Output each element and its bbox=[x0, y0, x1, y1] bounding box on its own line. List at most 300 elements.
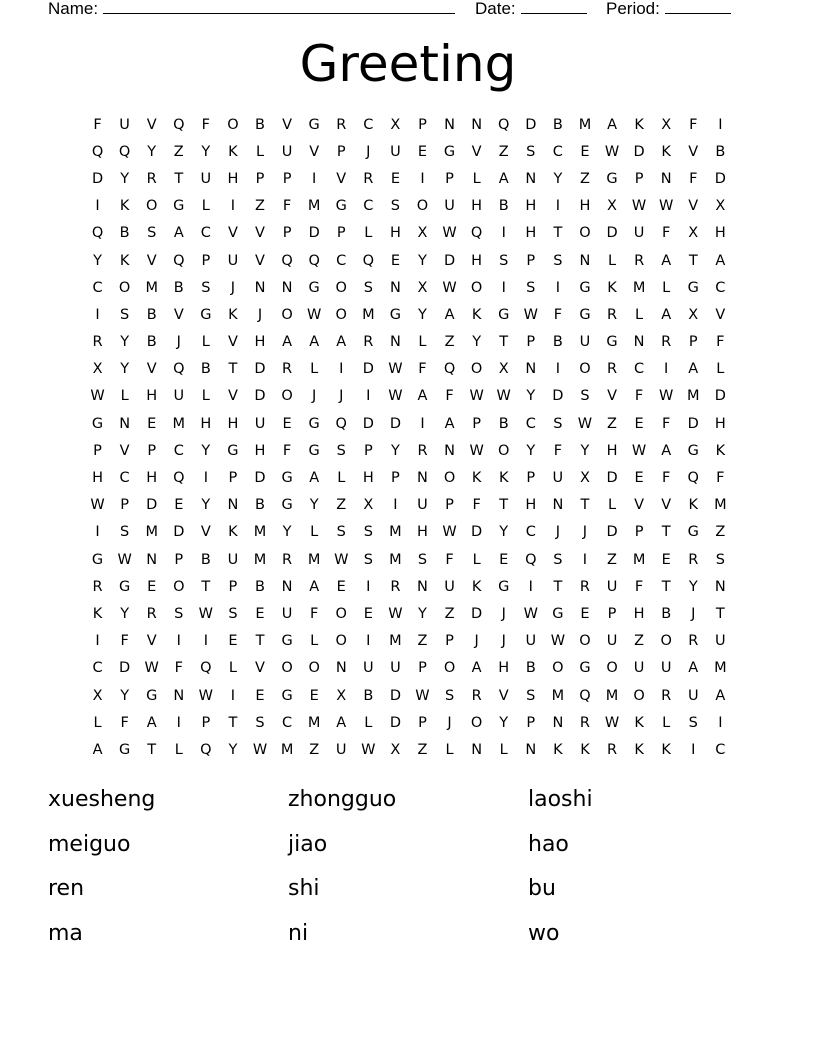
grid-letter[interactable]: Z bbox=[255, 198, 265, 215]
grid-letter[interactable]: M bbox=[551, 687, 565, 704]
grid-letter[interactable]: M bbox=[145, 279, 158, 296]
grid-letter[interactable]: K bbox=[471, 470, 482, 487]
grid-letter[interactable]: H bbox=[146, 388, 158, 405]
grid-letter[interactable]: O bbox=[498, 442, 510, 459]
grid-letter[interactable]: Q bbox=[525, 551, 537, 568]
grid-letter[interactable]: S bbox=[363, 279, 373, 296]
grid-letter[interactable]: G bbox=[389, 306, 402, 323]
grid-letter[interactable]: C bbox=[200, 225, 211, 242]
grid-letter[interactable]: W bbox=[523, 306, 538, 323]
grid-letter[interactable]: V bbox=[309, 143, 320, 160]
grid-letter[interactable]: J bbox=[366, 143, 371, 160]
grid-letter[interactable]: J bbox=[501, 605, 506, 622]
grid-letter[interactable]: F bbox=[553, 306, 563, 323]
grid-letter[interactable]: E bbox=[336, 578, 346, 595]
grid-letter[interactable]: R bbox=[363, 334, 374, 351]
grid-letter[interactable]: O bbox=[579, 633, 591, 650]
grid-letter[interactable]: F bbox=[662, 225, 671, 242]
grid-letter[interactable]: T bbox=[688, 252, 698, 269]
grid-letter[interactable]: H bbox=[146, 470, 158, 487]
grid-letter[interactable]: X bbox=[607, 198, 617, 215]
grid-letter[interactable]: C bbox=[552, 143, 563, 160]
grid-letter[interactable]: V bbox=[255, 660, 265, 677]
grid-letter[interactable]: V bbox=[200, 524, 211, 541]
grid-letter[interactable]: Q bbox=[443, 361, 456, 378]
grid-letter[interactable]: A bbox=[661, 442, 672, 459]
grid-letter[interactable]: X bbox=[363, 497, 374, 514]
name-blank[interactable] bbox=[103, 0, 455, 14]
grid-letter[interactable]: L bbox=[472, 551, 481, 568]
grid-letter[interactable]: F bbox=[716, 470, 725, 487]
grid-letter[interactable]: F bbox=[662, 470, 671, 487]
grid-letter[interactable]: S bbox=[336, 524, 346, 541]
grid-letter[interactable]: G bbox=[308, 415, 320, 432]
grid-letter[interactable]: S bbox=[363, 551, 373, 568]
grid-letter[interactable]: W bbox=[144, 660, 159, 677]
grid-letter[interactable]: O bbox=[660, 633, 672, 650]
grid-letter[interactable]: F bbox=[445, 388, 454, 405]
grid-letter[interactable]: L bbox=[174, 741, 183, 758]
grid-letter[interactable]: J bbox=[691, 605, 696, 622]
grid-letter[interactable]: N bbox=[660, 170, 672, 187]
grid-letter[interactable]: O bbox=[579, 225, 591, 242]
grid-letter[interactable]: S bbox=[228, 605, 238, 622]
grid-letter[interactable]: U bbox=[119, 116, 130, 133]
grid-letter[interactable]: A bbox=[607, 116, 617, 133]
grid-letter[interactable]: G bbox=[335, 198, 347, 215]
grid-letter[interactable]: E bbox=[580, 605, 590, 622]
grid-letter[interactable]: H bbox=[525, 497, 537, 514]
grid-letter[interactable]: R bbox=[688, 551, 699, 568]
grid-letter[interactable]: A bbox=[688, 660, 699, 677]
grid-letter[interactable]: S bbox=[553, 415, 563, 432]
grid-letter[interactable]: S bbox=[526, 687, 536, 704]
grid-letter[interactable]: I bbox=[366, 578, 371, 595]
grid-letter[interactable]: K bbox=[92, 605, 103, 622]
grid-letter[interactable]: E bbox=[580, 143, 590, 160]
grid-letter[interactable]: L bbox=[716, 361, 725, 378]
grid-letter[interactable]: S bbox=[499, 252, 509, 269]
grid-letter[interactable]: H bbox=[714, 225, 726, 242]
grid-letter[interactable]: G bbox=[227, 442, 239, 459]
grid-letter[interactable]: E bbox=[390, 170, 400, 187]
grid-letter[interactable]: S bbox=[201, 279, 211, 296]
grid-letter[interactable]: Y bbox=[93, 252, 102, 269]
grid-letter[interactable]: P bbox=[526, 714, 536, 731]
grid-letter[interactable]: Z bbox=[634, 633, 645, 650]
grid-letter[interactable]: T bbox=[147, 741, 157, 758]
grid-letter[interactable]: N bbox=[254, 279, 266, 296]
grid-letter[interactable]: W bbox=[306, 306, 322, 323]
grid-letter[interactable]: S bbox=[688, 714, 698, 731]
grid-letter[interactable]: L bbox=[364, 225, 373, 242]
grid-letter[interactable]: H bbox=[200, 415, 212, 432]
grid-letter[interactable]: B bbox=[255, 116, 265, 133]
grid-letter[interactable]: K bbox=[228, 306, 238, 323]
grid-letter[interactable]: E bbox=[255, 687, 265, 704]
grid-letter[interactable]: L bbox=[445, 741, 454, 758]
grid-letter[interactable]: R bbox=[282, 361, 293, 378]
grid-letter[interactable]: M bbox=[687, 388, 700, 405]
grid-letter[interactable]: H bbox=[362, 470, 374, 487]
grid-letter[interactable]: G bbox=[308, 116, 320, 133]
grid-letter[interactable]: M bbox=[714, 497, 727, 514]
grid-letter[interactable]: X bbox=[498, 361, 509, 378]
grid-letter[interactable]: V bbox=[146, 116, 157, 133]
grid-letter[interactable]: H bbox=[471, 198, 483, 215]
grid-letter[interactable]: Y bbox=[472, 334, 482, 351]
grid-letter[interactable]: O bbox=[443, 660, 456, 677]
grid-letter[interactable]: I bbox=[312, 170, 317, 187]
grid-letter[interactable]: P bbox=[282, 170, 292, 187]
grid-letter[interactable]: Y bbox=[418, 306, 427, 323]
grid-letter[interactable]: X bbox=[688, 225, 699, 242]
grid-letter[interactable]: C bbox=[715, 741, 726, 758]
grid-letter[interactable]: M bbox=[578, 116, 592, 133]
grid-letter[interactable]: Y bbox=[553, 170, 563, 187]
grid-letter[interactable]: X bbox=[688, 306, 699, 323]
grid-letter[interactable]: D bbox=[362, 415, 374, 432]
grid-letter[interactable]: T bbox=[553, 225, 563, 242]
grid-letter[interactable]: Z bbox=[417, 741, 428, 758]
grid-letter[interactable]: J bbox=[447, 714, 452, 731]
grid-letter[interactable]: D bbox=[633, 143, 645, 160]
grid-letter[interactable]: M bbox=[389, 551, 402, 568]
grid-letter[interactable]: M bbox=[605, 687, 619, 704]
grid-letter[interactable]: H bbox=[471, 252, 483, 269]
grid-letter[interactable]: P bbox=[445, 170, 454, 187]
grid-letter[interactable]: W bbox=[604, 143, 620, 160]
grid-letter[interactable]: I bbox=[176, 714, 181, 731]
grid-letter[interactable]: A bbox=[498, 170, 509, 187]
grid-letter[interactable]: K bbox=[661, 741, 671, 758]
grid-letter[interactable]: H bbox=[525, 198, 537, 215]
grid-letter[interactable]: A bbox=[336, 334, 347, 351]
grid-letter[interactable]: J bbox=[474, 633, 479, 650]
grid-letter[interactable]: R bbox=[146, 170, 157, 187]
grid-letter[interactable]: H bbox=[714, 415, 726, 432]
grid-letter[interactable]: U bbox=[335, 741, 347, 758]
grid-letter[interactable]: K bbox=[634, 116, 644, 133]
grid-letter[interactable]: L bbox=[93, 714, 102, 731]
grid-letter[interactable]: P bbox=[445, 497, 454, 514]
grid-letter[interactable]: P bbox=[526, 252, 536, 269]
grid-letter[interactable]: T bbox=[499, 497, 509, 514]
grid-letter[interactable]: K bbox=[228, 524, 238, 541]
grid-letter[interactable]: W bbox=[198, 605, 214, 622]
grid-letter[interactable]: A bbox=[471, 660, 482, 677]
grid-letter[interactable]: R bbox=[661, 687, 672, 704]
grid-letter[interactable]: S bbox=[363, 524, 373, 541]
grid-letter[interactable]: Q bbox=[579, 687, 591, 704]
grid-letter[interactable]: Y bbox=[526, 388, 536, 405]
grid-letter[interactable]: C bbox=[119, 470, 130, 487]
grid-letter[interactable]: H bbox=[633, 605, 645, 622]
grid-letter[interactable]: Y bbox=[526, 442, 536, 459]
grid-letter[interactable]: F bbox=[120, 633, 129, 650]
grid-letter[interactable]: G bbox=[281, 497, 293, 514]
grid-letter[interactable]: P bbox=[174, 551, 184, 568]
grid-letter[interactable]: Z bbox=[579, 170, 590, 187]
grid-letter[interactable]: G bbox=[91, 551, 104, 568]
grid-letter[interactable]: S bbox=[174, 605, 184, 622]
grid-letter[interactable]: Q bbox=[91, 143, 104, 160]
grid-letter[interactable]: H bbox=[498, 660, 510, 677]
grid-letter[interactable]: R bbox=[92, 334, 103, 351]
grid-letter[interactable]: O bbox=[606, 660, 618, 677]
grid-letter[interactable]: S bbox=[526, 143, 536, 160]
grid-letter[interactable]: S bbox=[580, 388, 590, 405]
grid-letter[interactable]: T bbox=[228, 714, 238, 731]
grid-letter[interactable]: M bbox=[307, 714, 321, 731]
grid-letter[interactable]: F bbox=[634, 578, 644, 595]
grid-letter[interactable]: Y bbox=[120, 361, 130, 378]
grid-letter[interactable]: Y bbox=[390, 442, 400, 459]
grid-letter[interactable]: O bbox=[443, 470, 456, 487]
grid-letter[interactable]: F bbox=[689, 116, 698, 133]
grid-letter[interactable]: Y bbox=[418, 605, 427, 622]
grid-letter[interactable]: Q bbox=[362, 252, 375, 269]
grid-letter[interactable]: P bbox=[255, 170, 265, 187]
grid-letter[interactable]: T bbox=[201, 578, 211, 595]
grid-letter[interactable]: B bbox=[200, 361, 211, 378]
grid-letter[interactable]: N bbox=[389, 279, 401, 296]
grid-letter[interactable]: Z bbox=[607, 551, 617, 568]
grid-letter[interactable]: V bbox=[336, 170, 347, 187]
grid-letter[interactable]: B bbox=[146, 334, 157, 351]
grid-letter[interactable]: Q bbox=[281, 252, 293, 269]
grid-letter[interactable]: B bbox=[363, 687, 374, 704]
grid-letter[interactable]: W bbox=[442, 279, 457, 296]
grid-letter[interactable]: V bbox=[227, 334, 238, 351]
grid-letter[interactable]: H bbox=[579, 198, 591, 215]
grid-letter[interactable]: A bbox=[92, 741, 103, 758]
grid-letter[interactable]: I bbox=[176, 633, 181, 650]
grid-letter[interactable]: F bbox=[282, 198, 292, 215]
grid-letter[interactable]: G bbox=[552, 605, 564, 622]
grid-letter[interactable]: Y bbox=[499, 714, 509, 731]
grid-letter[interactable]: H bbox=[417, 524, 428, 541]
grid-letter[interactable]: L bbox=[201, 198, 210, 215]
grid-letter[interactable]: E bbox=[309, 687, 319, 704]
grid-letter[interactable]: A bbox=[336, 714, 347, 731]
grid-letter[interactable]: Y bbox=[120, 170, 130, 187]
grid-letter[interactable]: U bbox=[281, 143, 293, 160]
grid-letter[interactable]: D bbox=[525, 116, 537, 133]
grid-letter[interactable]: W bbox=[252, 741, 268, 758]
grid-letter[interactable]: D bbox=[389, 687, 401, 704]
grid-letter[interactable]: E bbox=[634, 415, 644, 432]
grid-letter[interactable]: Z bbox=[444, 605, 455, 622]
grid-letter[interactable]: Y bbox=[147, 143, 157, 160]
grid-letter[interactable]: F bbox=[93, 116, 102, 133]
grid-letter[interactable]: V bbox=[715, 306, 726, 323]
grid-letter[interactable]: L bbox=[418, 334, 427, 351]
grid-letter[interactable]: C bbox=[282, 714, 293, 731]
grid-letter[interactable]: E bbox=[282, 415, 292, 432]
grid-letter[interactable]: F bbox=[553, 442, 563, 459]
grid-letter[interactable]: P bbox=[634, 524, 644, 541]
grid-letter[interactable]: W bbox=[604, 714, 620, 731]
grid-letter[interactable]: H bbox=[254, 334, 266, 351]
grid-letter[interactable]: U bbox=[552, 470, 564, 487]
grid-letter[interactable]: U bbox=[606, 578, 618, 595]
grid-letter[interactable]: O bbox=[579, 361, 591, 378]
grid-letter[interactable]: R bbox=[634, 252, 645, 269]
grid-letter[interactable]: R bbox=[579, 714, 590, 731]
grid-letter[interactable]: K bbox=[471, 578, 482, 595]
grid-letter[interactable]: G bbox=[579, 279, 591, 296]
grid-letter[interactable]: G bbox=[687, 442, 699, 459]
grid-letter[interactable]: E bbox=[363, 605, 373, 622]
grid-letter[interactable]: Y bbox=[120, 605, 130, 622]
grid-letter[interactable]: T bbox=[715, 605, 725, 622]
grid-letter[interactable]: V bbox=[227, 388, 238, 405]
grid-letter[interactable]: U bbox=[633, 660, 645, 677]
grid-letter[interactable]: U bbox=[254, 415, 266, 432]
grid-letter[interactable]: P bbox=[391, 470, 400, 487]
grid-letter[interactable]: B bbox=[525, 660, 536, 677]
grid-letter[interactable]: W bbox=[442, 225, 457, 242]
grid-letter[interactable]: R bbox=[417, 442, 428, 459]
grid-letter[interactable]: V bbox=[634, 497, 645, 514]
grid-letter[interactable]: V bbox=[607, 388, 617, 405]
grid-letter[interactable]: D bbox=[254, 470, 266, 487]
grid-letter[interactable]: I bbox=[203, 470, 208, 487]
grid-letter[interactable]: H bbox=[254, 442, 266, 459]
grid-letter[interactable]: I bbox=[555, 198, 560, 215]
grid-letter[interactable]: C bbox=[363, 198, 374, 215]
grid-letter[interactable]: A bbox=[661, 252, 672, 269]
grid-letter[interactable]: R bbox=[146, 605, 157, 622]
grid-letter[interactable]: W bbox=[523, 605, 538, 622]
grid-letter[interactable]: G bbox=[687, 279, 699, 296]
grid-letter[interactable]: W bbox=[659, 388, 674, 405]
grid-letter[interactable]: I bbox=[95, 524, 100, 541]
grid-letter[interactable]: M bbox=[145, 524, 158, 541]
grid-letter[interactable]: P bbox=[634, 170, 644, 187]
grid-letter[interactable]: Y bbox=[120, 687, 130, 704]
grid-letter[interactable]: N bbox=[119, 415, 131, 432]
grid-letter[interactable]: N bbox=[633, 334, 645, 351]
grid-letter[interactable]: J bbox=[501, 633, 506, 650]
grid-letter[interactable]: Z bbox=[173, 143, 184, 160]
grid-letter[interactable]: O bbox=[416, 198, 429, 215]
grid-letter[interactable]: R bbox=[661, 334, 672, 351]
grid-letter[interactable]: T bbox=[174, 170, 184, 187]
grid-letter[interactable]: J bbox=[257, 306, 263, 323]
grid-letter[interactable]: J bbox=[339, 388, 344, 405]
grid-letter[interactable]: G bbox=[200, 306, 212, 323]
grid-letter[interactable]: Q bbox=[173, 252, 185, 269]
grid-letter[interactable]: P bbox=[418, 714, 427, 731]
grid-letter[interactable]: D bbox=[91, 170, 104, 187]
grid-letter[interactable]: F bbox=[120, 714, 129, 731]
grid-letter[interactable]: F bbox=[634, 388, 644, 405]
grid-letter[interactable]: I bbox=[664, 361, 669, 378]
grid-letter[interactable]: P bbox=[418, 660, 427, 677]
grid-letter[interactable]: R bbox=[363, 170, 374, 187]
grid-letter[interactable]: W bbox=[361, 741, 376, 758]
grid-letter[interactable]: Y bbox=[580, 442, 590, 459]
grid-letter[interactable]: D bbox=[606, 524, 618, 541]
grid-letter[interactable]: Z bbox=[336, 497, 347, 514]
grid-letter[interactable]: Y bbox=[120, 334, 130, 351]
grid-letter[interactable]: N bbox=[552, 714, 564, 731]
grid-letter[interactable]: V bbox=[173, 306, 184, 323]
grid-letter[interactable]: A bbox=[715, 252, 726, 269]
grid-letter[interactable]: F bbox=[201, 116, 211, 133]
grid-letter[interactable]: Q bbox=[173, 470, 185, 487]
grid-letter[interactable]: M bbox=[389, 633, 402, 650]
grid-letter[interactable]: F bbox=[472, 497, 481, 514]
grid-letter[interactable]: N bbox=[714, 578, 726, 595]
grid-letter[interactable]: U bbox=[281, 605, 293, 622]
grid-letter[interactable]: M bbox=[714, 660, 727, 677]
grid-letter[interactable]: C bbox=[715, 279, 726, 296]
grid-letter[interactable]: G bbox=[281, 633, 293, 650]
grid-letter[interactable]: B bbox=[715, 143, 726, 160]
grid-letter[interactable]: L bbox=[228, 660, 237, 677]
grid-letter[interactable]: N bbox=[471, 116, 483, 133]
grid-letter[interactable]: U bbox=[633, 225, 645, 242]
grid-letter[interactable]: L bbox=[635, 306, 644, 323]
grid-letter[interactable]: P bbox=[363, 442, 373, 459]
grid-letter[interactable]: P bbox=[228, 470, 238, 487]
grid-letter[interactable]: I bbox=[230, 198, 236, 215]
grid-letter[interactable]: W bbox=[469, 388, 484, 405]
grid-letter[interactable]: M bbox=[280, 741, 294, 758]
grid-letter[interactable]: L bbox=[120, 388, 129, 405]
grid-letter[interactable]: R bbox=[606, 741, 618, 758]
grid-letter[interactable]: G bbox=[118, 741, 131, 758]
grid-letter[interactable]: F bbox=[445, 551, 454, 568]
grid-letter[interactable]: O bbox=[281, 306, 293, 323]
grid-letter[interactable]: J bbox=[176, 334, 181, 351]
grid-letter[interactable]: R bbox=[336, 116, 347, 133]
grid-letter[interactable]: F bbox=[716, 334, 725, 351]
grid-letter[interactable]: V bbox=[282, 116, 293, 133]
grid-letter[interactable]: S bbox=[553, 551, 563, 568]
grid-letter[interactable]: P bbox=[418, 116, 427, 133]
grid-letter[interactable]: W bbox=[388, 605, 403, 622]
grid-letter[interactable]: S bbox=[255, 714, 265, 731]
grid-letter[interactable]: Q bbox=[200, 660, 212, 677]
grid-letter[interactable]: G bbox=[281, 470, 293, 487]
grid-letter[interactable]: X bbox=[390, 741, 401, 758]
grid-letter[interactable]: X bbox=[92, 361, 103, 378]
grid-letter[interactable]: W bbox=[659, 198, 674, 215]
grid-letter[interactable]: D bbox=[173, 524, 185, 541]
grid-letter[interactable]: D bbox=[308, 225, 320, 242]
grid-letter[interactable]: W bbox=[90, 388, 105, 405]
grid-letter[interactable]: V bbox=[255, 252, 265, 269]
grid-letter[interactable]: V bbox=[146, 361, 157, 378]
grid-letter[interactable]: V bbox=[688, 198, 699, 215]
grid-letter[interactable]: W bbox=[334, 551, 349, 568]
grid-letter[interactable]: O bbox=[227, 116, 239, 133]
grid-letter[interactable]: A bbox=[146, 714, 157, 731]
grid-letter[interactable]: F bbox=[418, 361, 427, 378]
grid-letter[interactable]: Z bbox=[444, 334, 455, 351]
grid-letter[interactable]: W bbox=[117, 551, 132, 568]
grid-letter[interactable]: U bbox=[173, 388, 185, 405]
grid-letter[interactable]: B bbox=[119, 225, 130, 242]
grid-letter[interactable]: L bbox=[310, 361, 319, 378]
grid-letter[interactable]: I bbox=[420, 415, 425, 432]
grid-letter[interactable]: R bbox=[606, 361, 618, 378]
grid-letter[interactable]: N bbox=[146, 551, 158, 568]
